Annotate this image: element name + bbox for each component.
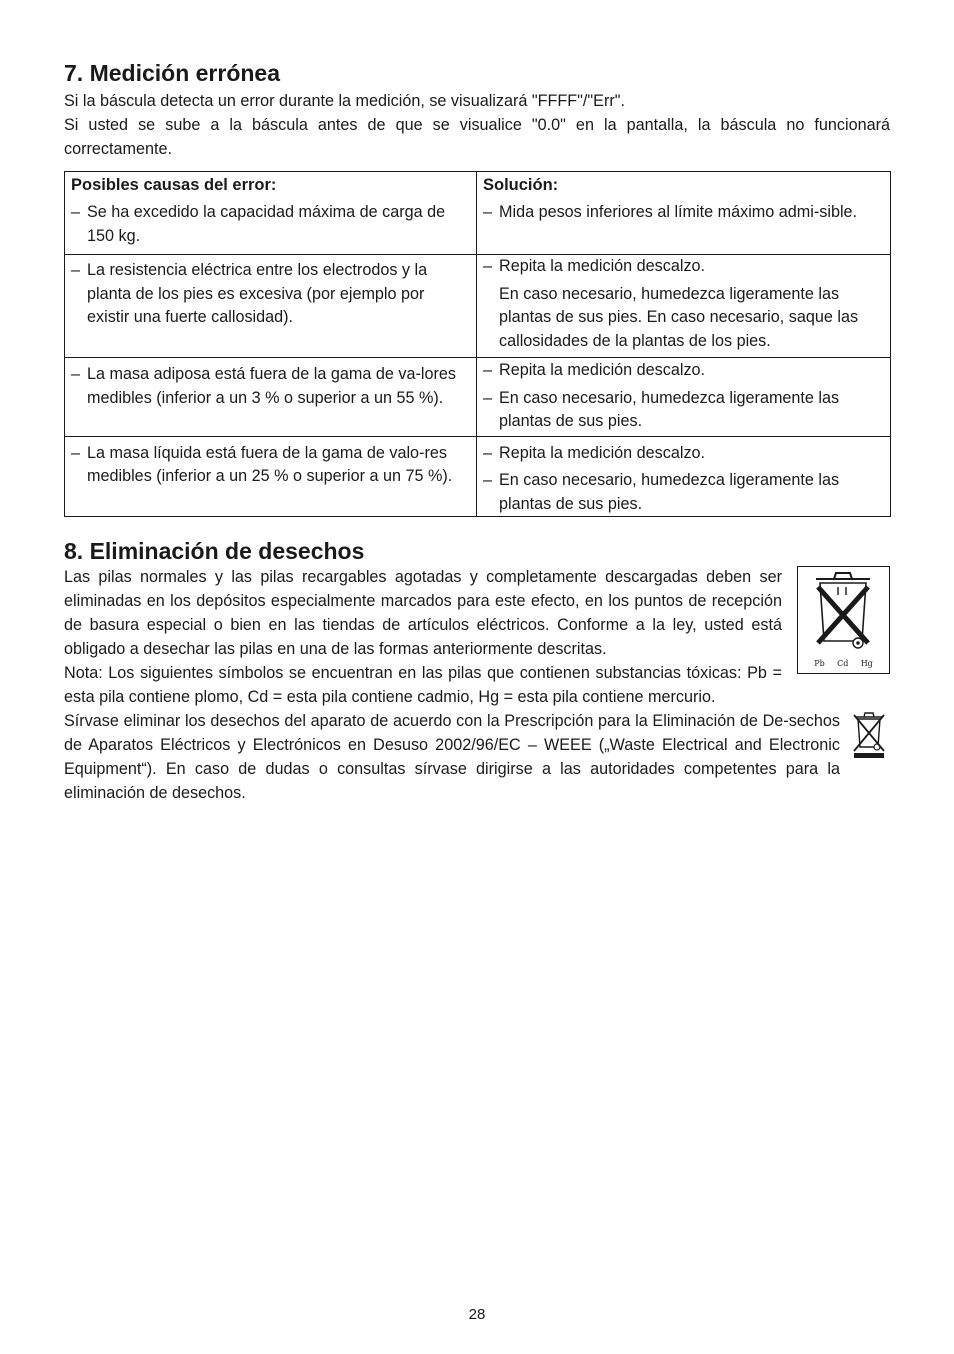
- solution-text: Repita la medición descalzo.: [499, 361, 706, 379]
- page-content: [64, 56, 890, 805]
- solution-text: En caso necesario, humedezca ligeramente las plantas de sus pies.: [499, 388, 840, 430]
- table-row: – La resistencia eléctrica entre los electrodos y la planta de los pies es excesiva (por ejemplo por existir una fuerte callosidad). – Repita la medición descalzo. En caso necesario, humedezca ligeramente las plantas de sus pies. En caso necesario, saque las callosidades de la plantas de los pies.: [65, 255, 891, 358]
- solution-text: En caso necesario, humedezca ligeramente las plantas de sus pies.: [499, 471, 840, 513]
- symbol-cd: Cd: [837, 659, 849, 668]
- section-8-title: 8. Eliminación de desechos: [64, 538, 365, 564]
- header-solution: Solución:: [477, 172, 891, 199]
- error-table: [64, 171, 891, 517]
- cause-text: Se ha excedido la capacidad máxima de carga de 150 kg.: [87, 203, 446, 245]
- section-8-para-2: Nota: Los siguientes símbolos se encuentran en las pilas que contienen substancias tóxicas: Pb = esta pila contiene plomo, Cd = esta pila contiene cadmio, Hg = esta pila contiene mercurio.: [64, 664, 782, 706]
- header-causes: Posibles causas del error:: [65, 172, 477, 199]
- section-7-para-2: Si usted se sube a la báscula antes de que se visualice "0.0" en la pantalla, la báscula no funcionará correctamente.: [64, 116, 890, 158]
- weee-crossed-bin-icon: [850, 709, 888, 759]
- symbol-pb: Pb: [814, 659, 825, 668]
- weee-block: [64, 709, 890, 805]
- solution-text: En caso necesario, humedezca ligeramente las plantas de sus pies. En caso necesario, saque las callosidades de la plantas de los pies.: [499, 284, 859, 350]
- section-8-para-1: Las pilas normales y las pilas recargables agotadas y completamente descargadas deben ser eliminadas en los depósitos especialmente marcados para este efecto, en los puntos de recepción de basura especial o bien en las tiendas de artículos eléctricos. Conforme a la ley, usted está obligado a desechar las pilas en una de las formas anteriormente descritas.: [64, 568, 782, 658]
- crossed-bin-icon: [810, 571, 878, 657]
- table-row: – La masa adiposa está fuera de la gama de va-lores medibles (inferior a un 3 % o superior a un 55 %). – Repita la medición descalzo. – En caso necesario, humedezca ligeramente las plantas de sus pies.: [65, 358, 891, 437]
- solution-text: Repita la medición descalzo.: [499, 257, 706, 275]
- cause-text: La masa líquida está fuera de la gama de valo-res medibles (inferior a un 25 % o superior a un 75 %).: [87, 443, 453, 485]
- table-row: – Se ha excedido la capacidad máxima de carga de 150 kg. – Mida pesos inferiores al límite máximo admi-sible.: [65, 198, 891, 255]
- cause-text: La resistencia eléctrica entre los electrodos y la planta de los pies es excesiva (por ejemplo por existir una fuerte callosidad).: [87, 261, 428, 326]
- battery-disposal-block: [64, 565, 890, 709]
- section-8-para-3: Sírvase eliminar los desechos del aparato de acuerdo con la Prescripción para la Eliminación de De-sechos de Aparatos Eléctricos y Electrónicos en Desuso 2002/96/EC – WEEE („Waste Electrical and Electronic Equipment“). En caso de dudas o consultas sírvase dirigirse a las autoridades competentes para la eliminación de desechos.: [64, 712, 840, 802]
- symbol-hg: Hg: [860, 659, 873, 668]
- table-row: – La masa líquida está fuera de la gama de valo-res medibles (inferior a un 25 % o superior a un 75 %). – Repita la medición descalzo. – En caso necesario, humedezca ligeramente las plantas de sus pies.: [65, 436, 891, 517]
- battery-symbols: [798, 659, 889, 668]
- solution-text: Repita la medición descalzo.: [499, 443, 706, 462]
- crossed-bin-battery-icon: [797, 566, 890, 674]
- page-number: 28: [468, 1306, 486, 1323]
- cause-text: La masa adiposa está fuera de la gama de va-lores medibles (inferior a un 3 % o superior a un 55 %).: [87, 365, 456, 407]
- solution-text: Mida pesos inferiores al límite máximo admi-sible.: [499, 203, 858, 221]
- section-7-para-1: Si la báscula detecta un error durante la medición, se visualizará "FFFF"/"Err".: [64, 92, 625, 110]
- section-7-title: 7. Medición errónea: [64, 60, 281, 86]
